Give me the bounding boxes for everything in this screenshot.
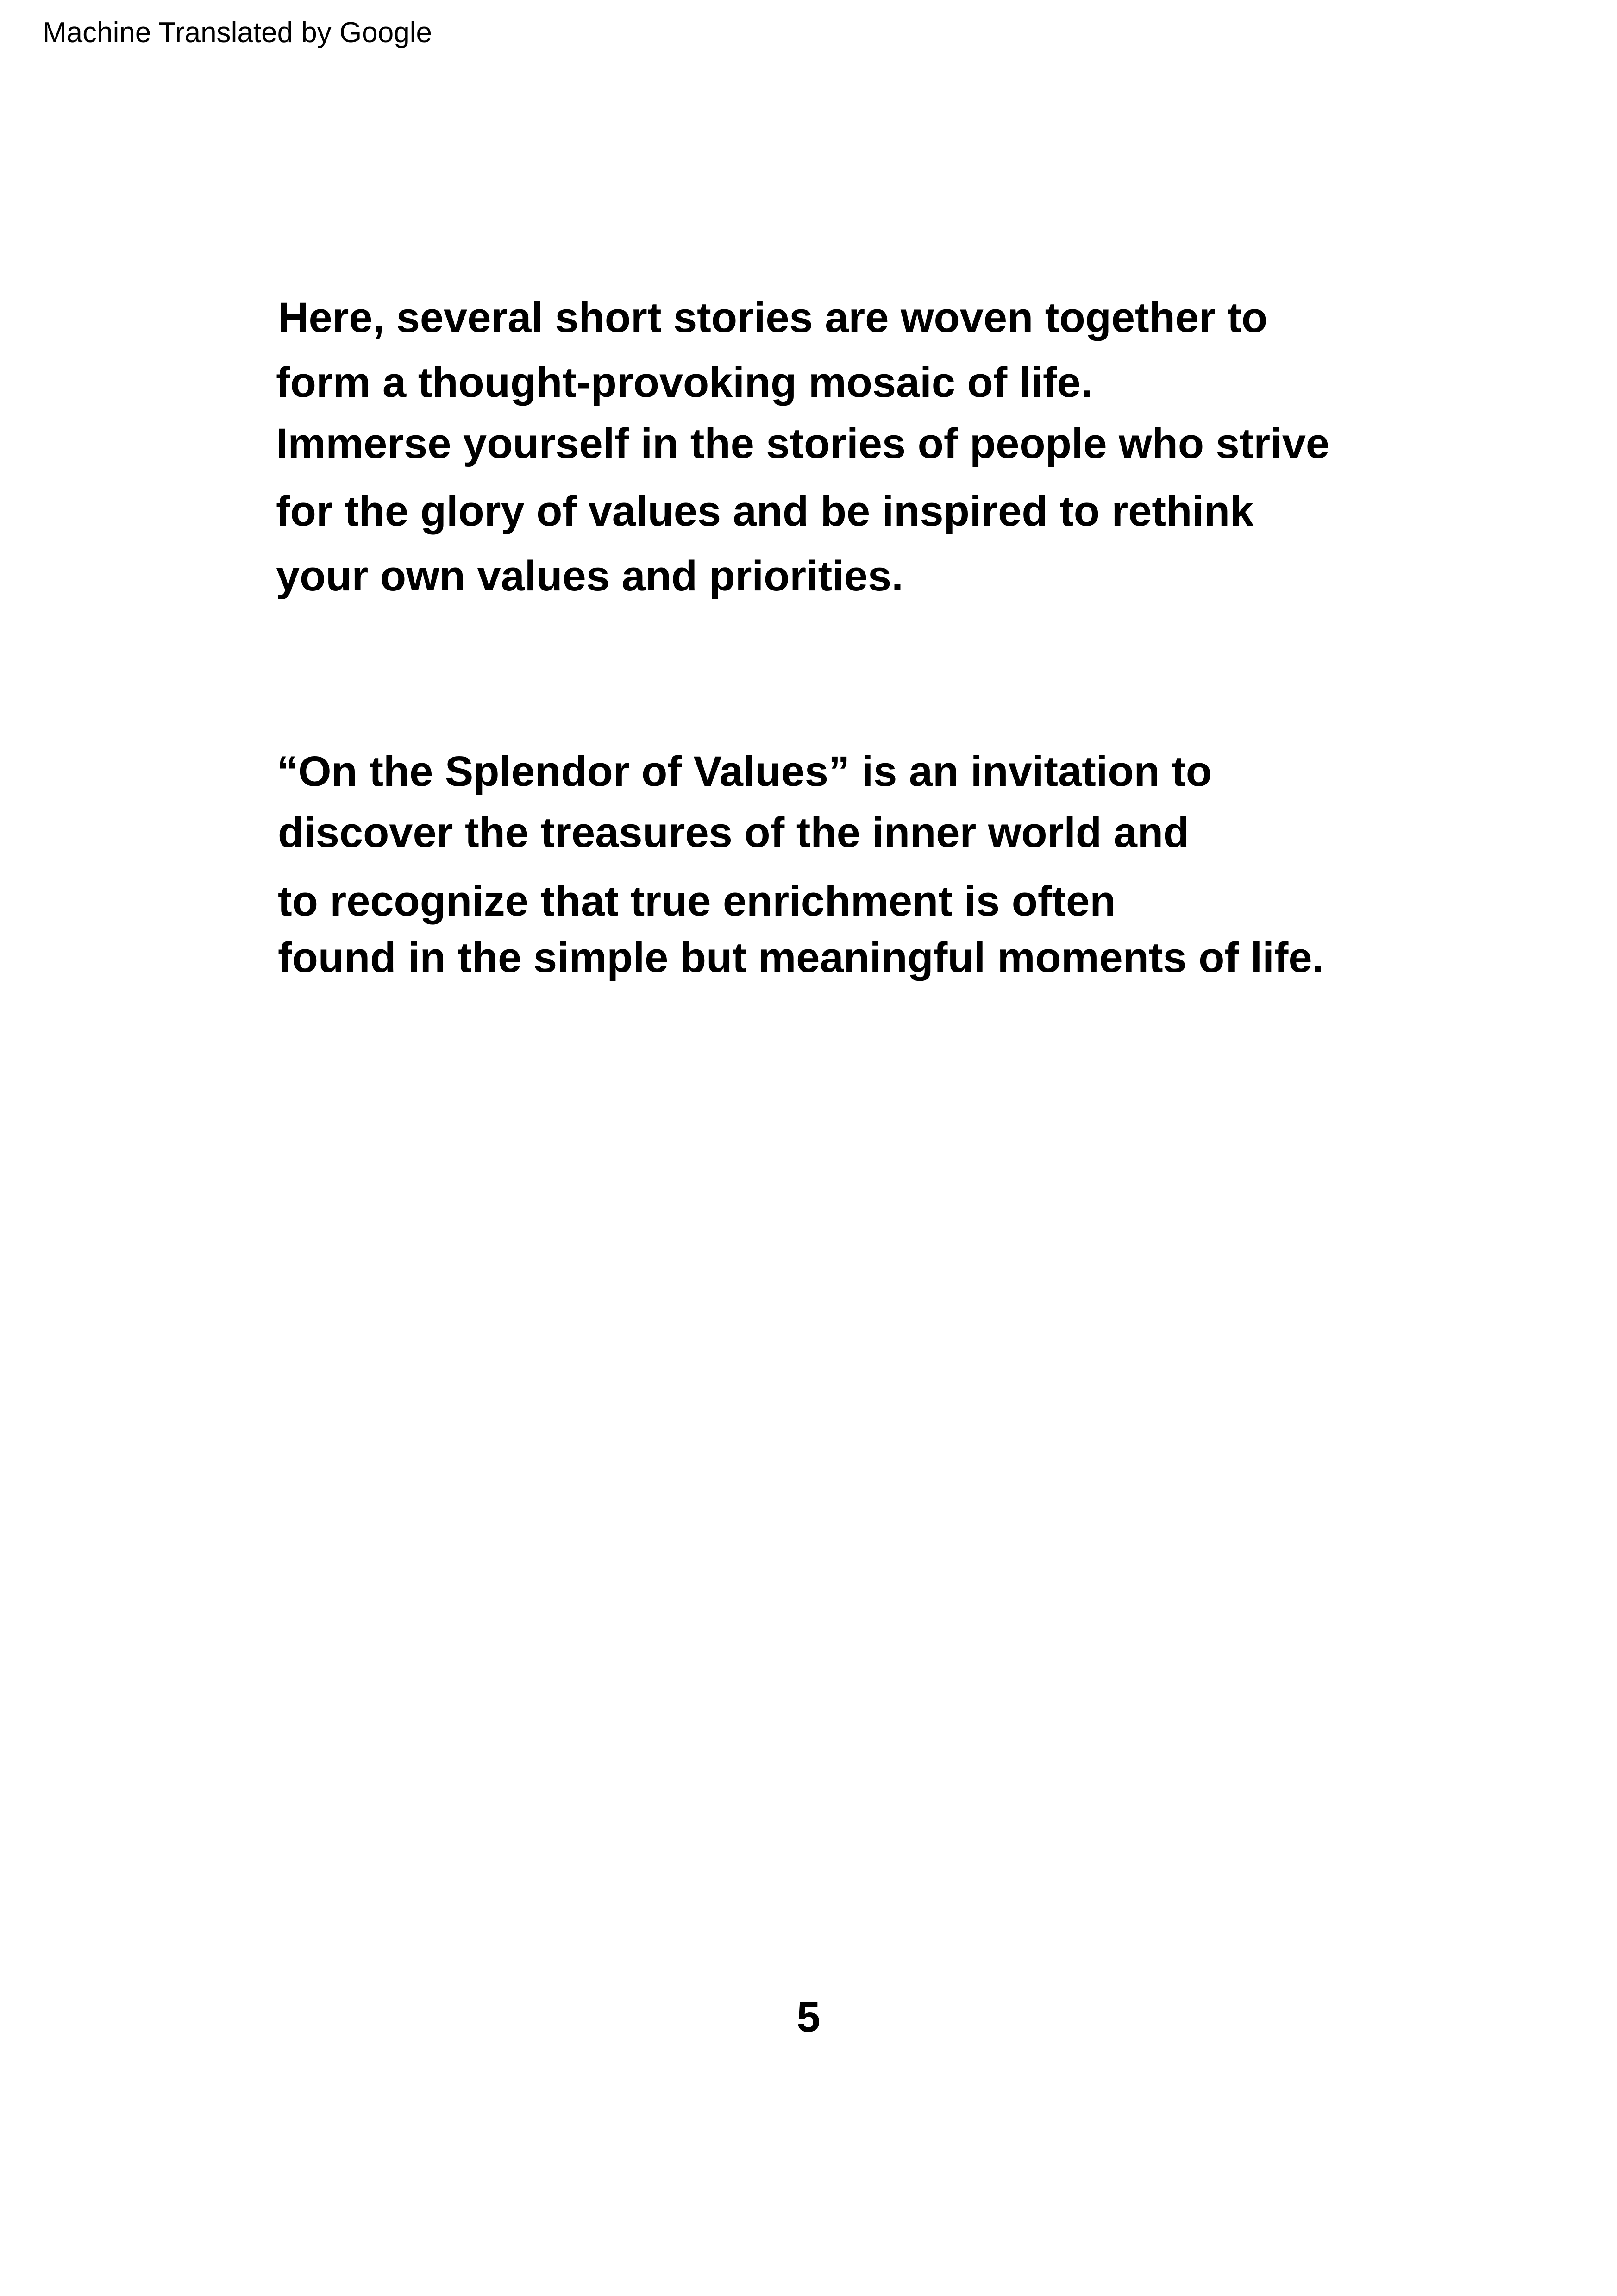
machine-translation-note: Machine Translated by Google [43, 17, 432, 49]
paragraph-1-line-1: Here, several short stories are woven together to [278, 294, 1268, 341]
paragraph-2-line-1: “On the Splendor of Values” is an invitation to [277, 748, 1212, 795]
paragraph-1-line-2: form a thought-provoking mosaic of life. [276, 359, 1093, 406]
paragraph-1-line-5: your own values and priorities. [276, 552, 903, 600]
paragraph-2-line-3: to recognize that true enrichment is often [278, 878, 1116, 925]
paragraph-1-line-3: Immerse yourself in the stories of people who strive [276, 420, 1330, 467]
paragraph-2-line-2: discover the treasures of the inner world and [278, 809, 1190, 856]
paragraph-2-line-4: found in the simple but meaningful moments of life. [278, 934, 1324, 981]
paragraph-1-line-4: for the glory of values and be inspired to rethink [276, 488, 1254, 535]
page-number: 5 [796, 1994, 821, 2041]
